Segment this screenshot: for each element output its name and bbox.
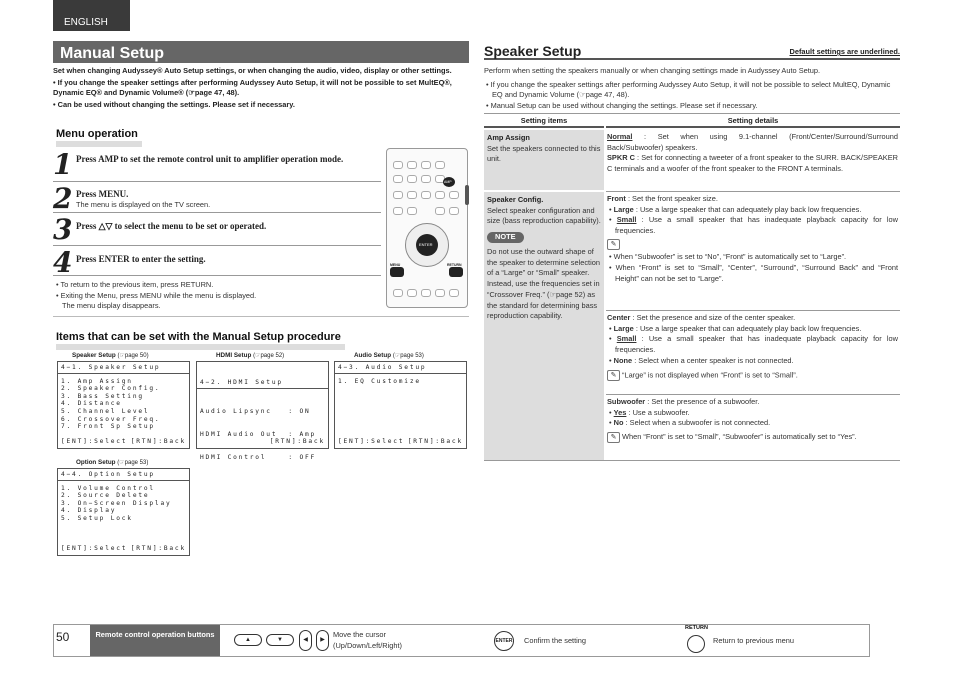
- table-bottom-rule: [484, 460, 900, 461]
- screen-line: 3. On−Screen Display: [61, 499, 172, 507]
- screen-label: Speaker Setup: [72, 352, 116, 359]
- remote-control-illustration: [386, 148, 468, 308]
- hdmi-setup-screen: [196, 361, 329, 461]
- step-number: 2: [53, 182, 73, 215]
- screen-footer: [61, 545, 186, 553]
- memo-icon-row: [607, 239, 898, 250]
- screen-header: 4−2. HDMI Setup: [197, 379, 328, 389]
- intro-line: • Manual Setup can be used without changing the settings. Please set if necessary.: [486, 101, 758, 111]
- enter-icon: ENTER: [494, 631, 514, 651]
- screen-footer-right: [RTN]:Back: [269, 438, 325, 446]
- screen-line: 5. Setup Lock: [61, 514, 133, 522]
- return-desc: Return to previous menu: [713, 636, 794, 645]
- items-heading: Items that can be set with the Manual Setup procedure: [56, 331, 345, 350]
- note-line: • To return to the previous item, press RETURN.: [56, 280, 214, 289]
- intro-line: • Can be used without changing the settings. Please set if necessary.: [53, 100, 295, 110]
- language-tab: ENGLISH: [53, 0, 130, 31]
- screen-footer-left: [ENT]:Select: [61, 545, 128, 553]
- menu-operation-heading: Menu operation: [56, 128, 142, 147]
- subwoofer-details: [606, 395, 900, 445]
- down-arrow-icon: ▼: [266, 634, 294, 646]
- step-text: Press MENU.: [76, 189, 129, 199]
- remote-button: [421, 161, 431, 169]
- screen-footer-right: [RTN]:Back: [130, 438, 186, 446]
- detail-line: • Yes : Use a subwoofer.: [609, 407, 690, 417]
- remote-button: [407, 289, 417, 297]
- intro-line: • If you change the speaker settings after performing Audyssey Auto Setup, it will not be possible to select MultEQ, Dynamic EQ and Dynamic Volume (☞page 47, 48).: [486, 79, 891, 100]
- hdmi-setup-label: [216, 351, 284, 361]
- screen-line: Audio Lipsync : ON: [200, 407, 311, 415]
- memo-pen-icon: ✎: [607, 370, 620, 381]
- return-label: RETURN: [685, 625, 708, 631]
- col-header-details: Setting details: [606, 114, 900, 128]
- speaker-config-title: Speaker Config.: [487, 195, 544, 204]
- step-2: [53, 182, 381, 213]
- remote-button: [407, 191, 417, 199]
- screen-page-ref: (☞page 53): [392, 353, 424, 359]
- footer-bar: [53, 624, 870, 657]
- divider: [53, 316, 469, 317]
- return-label: RETURN: [447, 263, 462, 267]
- remote-button: [393, 191, 403, 199]
- step-text: Press ENTER to enter the setting.: [76, 254, 206, 264]
- up-arrow-icon: ▲: [234, 634, 262, 646]
- remote-button: [407, 207, 417, 215]
- left-arrow-icon: ◀: [299, 630, 312, 651]
- return-button: [449, 267, 463, 277]
- remote-button: [449, 191, 459, 199]
- remote-button: [407, 161, 417, 169]
- remote-button: [407, 175, 417, 183]
- detail-line: • Small : Use a small speaker that has inadequate playback capacity for low frequencies.: [609, 215, 898, 236]
- remote-button: [435, 289, 445, 297]
- note-line: • Exiting the Menu, press MENU while the menu is displayed.: [56, 290, 257, 300]
- detail-line: • Small : Use a small speaker that has inadequate playback capacity for low frequencies.: [609, 334, 898, 355]
- screen-line: 2. Speaker Config.: [61, 385, 161, 393]
- screen-header: 4−3. Audio Setup: [335, 364, 466, 374]
- screen-line: 1. EQ Customize: [338, 377, 421, 385]
- remote-buttons-label: Remote control operation buttons: [90, 625, 220, 656]
- note-line: The menu display disappears.: [62, 301, 161, 311]
- screen-footer-right: [RTN]:Back: [130, 545, 186, 553]
- detail-line: • No : Select when a subwoofer is not connected.: [609, 418, 771, 428]
- enter-label: ENTER: [419, 242, 433, 247]
- page-number: 50: [56, 630, 70, 644]
- cursor-desc-line: (Up/Down/Left/Right): [333, 640, 403, 650]
- speaker-config-desc: Select speaker configuration and size (bass reproduction capability).: [487, 205, 601, 226]
- detail-line: ✎ When “Front” is set to “Small”, “Subwoofer” is automatically set to “Yes”.: [607, 432, 898, 443]
- detail-line: • When “Subwoofer” is set to “No”, “Front” is automatically set to “Large”.: [609, 252, 847, 262]
- screen-line: 4. Display: [61, 507, 117, 515]
- detail-line: • When “Front” is set to “Small”, “Center”, “Surround”, “Surround Back” and “Front Height” can not be set to “Large”.: [609, 262, 898, 283]
- option-setup-screen: [57, 468, 190, 556]
- screen-page-ref: (☞page 53): [117, 460, 149, 466]
- screen-line: 7. Front Sp Setup: [61, 423, 155, 431]
- remote-button: [449, 207, 459, 215]
- step-number: 3: [53, 213, 73, 246]
- screen-line: 5. Channel Level: [61, 407, 150, 415]
- manual-setup-intro: [53, 66, 469, 112]
- detail-line: Subwoofer : Set the presence of a subwoofer.: [607, 397, 760, 406]
- step-text: Press AMP to set the remote control unit to amplifier operation mode.: [76, 154, 344, 164]
- step-1: [53, 148, 381, 182]
- note-badge: NOTE: [487, 232, 524, 243]
- remote-button: [393, 175, 403, 183]
- menu-notes: [56, 280, 376, 312]
- amp-label: AMP: [444, 180, 452, 184]
- screen-line: 4. Distance: [61, 400, 122, 408]
- remote-button: [421, 175, 431, 183]
- manual-setup-title: Manual Setup: [53, 41, 469, 63]
- remote-button: [435, 207, 445, 215]
- step-3: [53, 213, 381, 246]
- screen-footer-left: [ENT]:Select: [338, 438, 405, 446]
- intro-line: Perform when setting the speakers manually or when changing settings made in Audyssey Auto Setup.: [484, 66, 821, 75]
- screen-footer-left: [ENT]:Select: [61, 438, 128, 446]
- screen-footer: [61, 438, 186, 446]
- screen-footer: [200, 423, 325, 446]
- cursor-desc: [333, 630, 402, 651]
- enter-desc: Confirm the setting: [524, 636, 587, 645]
- step-number: 1: [53, 148, 73, 181]
- remote-button: [393, 289, 403, 297]
- cursor-desc-line: Move the cursor: [333, 630, 386, 639]
- remote-button: [421, 191, 431, 199]
- screen-footer: [338, 438, 463, 446]
- screen-label: Option Setup: [76, 459, 116, 466]
- detail-line: SPKR C : Set for connecting a tweeter of a front speaker to the SURR. BACK/SPEAKER C terminals and a woofer of the front speaker to the FRONT A terminals.: [607, 153, 898, 174]
- speaker-setup-label: [72, 351, 149, 361]
- speaker-setup-screen: [57, 361, 190, 449]
- remote-button: [449, 289, 459, 297]
- screen-footer-right: [RTN]:Back: [407, 438, 463, 446]
- speaker-config-note: Do not use the outward shape of the speaker to determine selection of a “Large” or “Small” speaker. Instead, use the frequencies set in “Crossover Freq.” (☞page 52) as the standard for determining bass reproduction capability.: [487, 246, 600, 321]
- amp-assign-title: Amp Assign: [487, 133, 530, 142]
- default-settings-note: Default settings are underlined.: [789, 47, 900, 56]
- screen-page-ref: (☞page 52): [253, 353, 285, 359]
- remote-button: [421, 289, 431, 297]
- remote-button: [435, 191, 445, 199]
- screen-line: 3. Bass Setting: [61, 392, 144, 400]
- step-4: [53, 246, 381, 279]
- detail-line: ✎ “Large” is not displayed when “Front” is set to “Small”.: [607, 370, 898, 381]
- detail-line: • Large : Use a large speaker that can adequately play back low frequencies.: [609, 323, 862, 333]
- menu-button: [390, 267, 404, 277]
- audio-setup-label: [354, 351, 424, 361]
- right-arrow-icon: ▶: [316, 630, 329, 651]
- detail-line: Center : Set the presence and size of the center speaker.: [607, 313, 796, 322]
- option-setup-label: [76, 458, 148, 468]
- front-details: [606, 192, 900, 286]
- screen-label: Audio Setup: [354, 352, 392, 359]
- screen-header: 4−1. Speaker Setup: [58, 364, 189, 374]
- detail-line: • None : Select when a center speaker is not connected.: [609, 355, 794, 365]
- return-icon: [687, 635, 705, 653]
- screen-page-ref: (☞page 50): [117, 353, 149, 359]
- memo-pen-icon: ✎: [607, 432, 620, 443]
- audio-setup-screen: [334, 361, 467, 449]
- screen-line: 2. Source Delete: [61, 492, 150, 500]
- speaker-setup-header: [484, 41, 900, 60]
- intro-line: Set when changing Audyssey® Auto Setup settings, or when changing the audio, video, display or other settings.: [53, 66, 452, 75]
- remote-button: [393, 161, 403, 169]
- screen-line: 6. Crossover Freq.: [61, 415, 161, 423]
- detail-line: Normal : Set when using 9.1-channel (Front/Center/Surround/Surround Back/Subwoofer) speakers.: [607, 132, 898, 152]
- screen-line: 1. Amp Assign: [61, 377, 133, 385]
- amp-assign-details: [606, 130, 900, 177]
- remote-button: [393, 207, 403, 215]
- intro-line: • If you change the speaker settings after performing Audyssey Auto Setup, it will not be possible to set MultEQ®, Dynamic EQ® and Dynamic Volume® (☞page 47, 48).: [53, 77, 452, 98]
- col-header-items: Setting items: [484, 114, 604, 128]
- center-details: [606, 311, 900, 383]
- detail-line: • Large : Use a large speaker that can adequately play back low frequencies.: [609, 204, 862, 214]
- memo-pen-icon: ✎: [607, 239, 620, 250]
- speaker-config-cell: [484, 192, 604, 460]
- remote-button: [435, 161, 445, 169]
- menu-label: MENU: [390, 263, 401, 267]
- amp-assign-cell: [484, 130, 604, 190]
- step-number: 4: [53, 246, 73, 279]
- speaker-setup-intro: [484, 66, 900, 112]
- screen-line: HDMI Control : OFF: [200, 453, 317, 461]
- screen-line: 1. Volume Control: [61, 484, 155, 492]
- settings-table: [484, 113, 900, 460]
- screen-line: HDMI Audio Out : Amp: [200, 430, 317, 438]
- screen-header: 4−4. Option Setup: [58, 471, 189, 481]
- page-edge-tab: [465, 185, 469, 205]
- amp-assign-desc: Set the speakers connected to this unit.: [487, 143, 601, 164]
- screen-label: HDMI Setup: [216, 352, 252, 359]
- detail-line: Front : Set the front speaker size.: [607, 194, 718, 203]
- step-text: Press △▽ to select the menu to be set or operated.: [76, 221, 267, 231]
- speaker-setup-title: Speaker Setup: [484, 43, 582, 59]
- step-subtext: The menu is displayed on the TV screen.: [76, 200, 211, 209]
